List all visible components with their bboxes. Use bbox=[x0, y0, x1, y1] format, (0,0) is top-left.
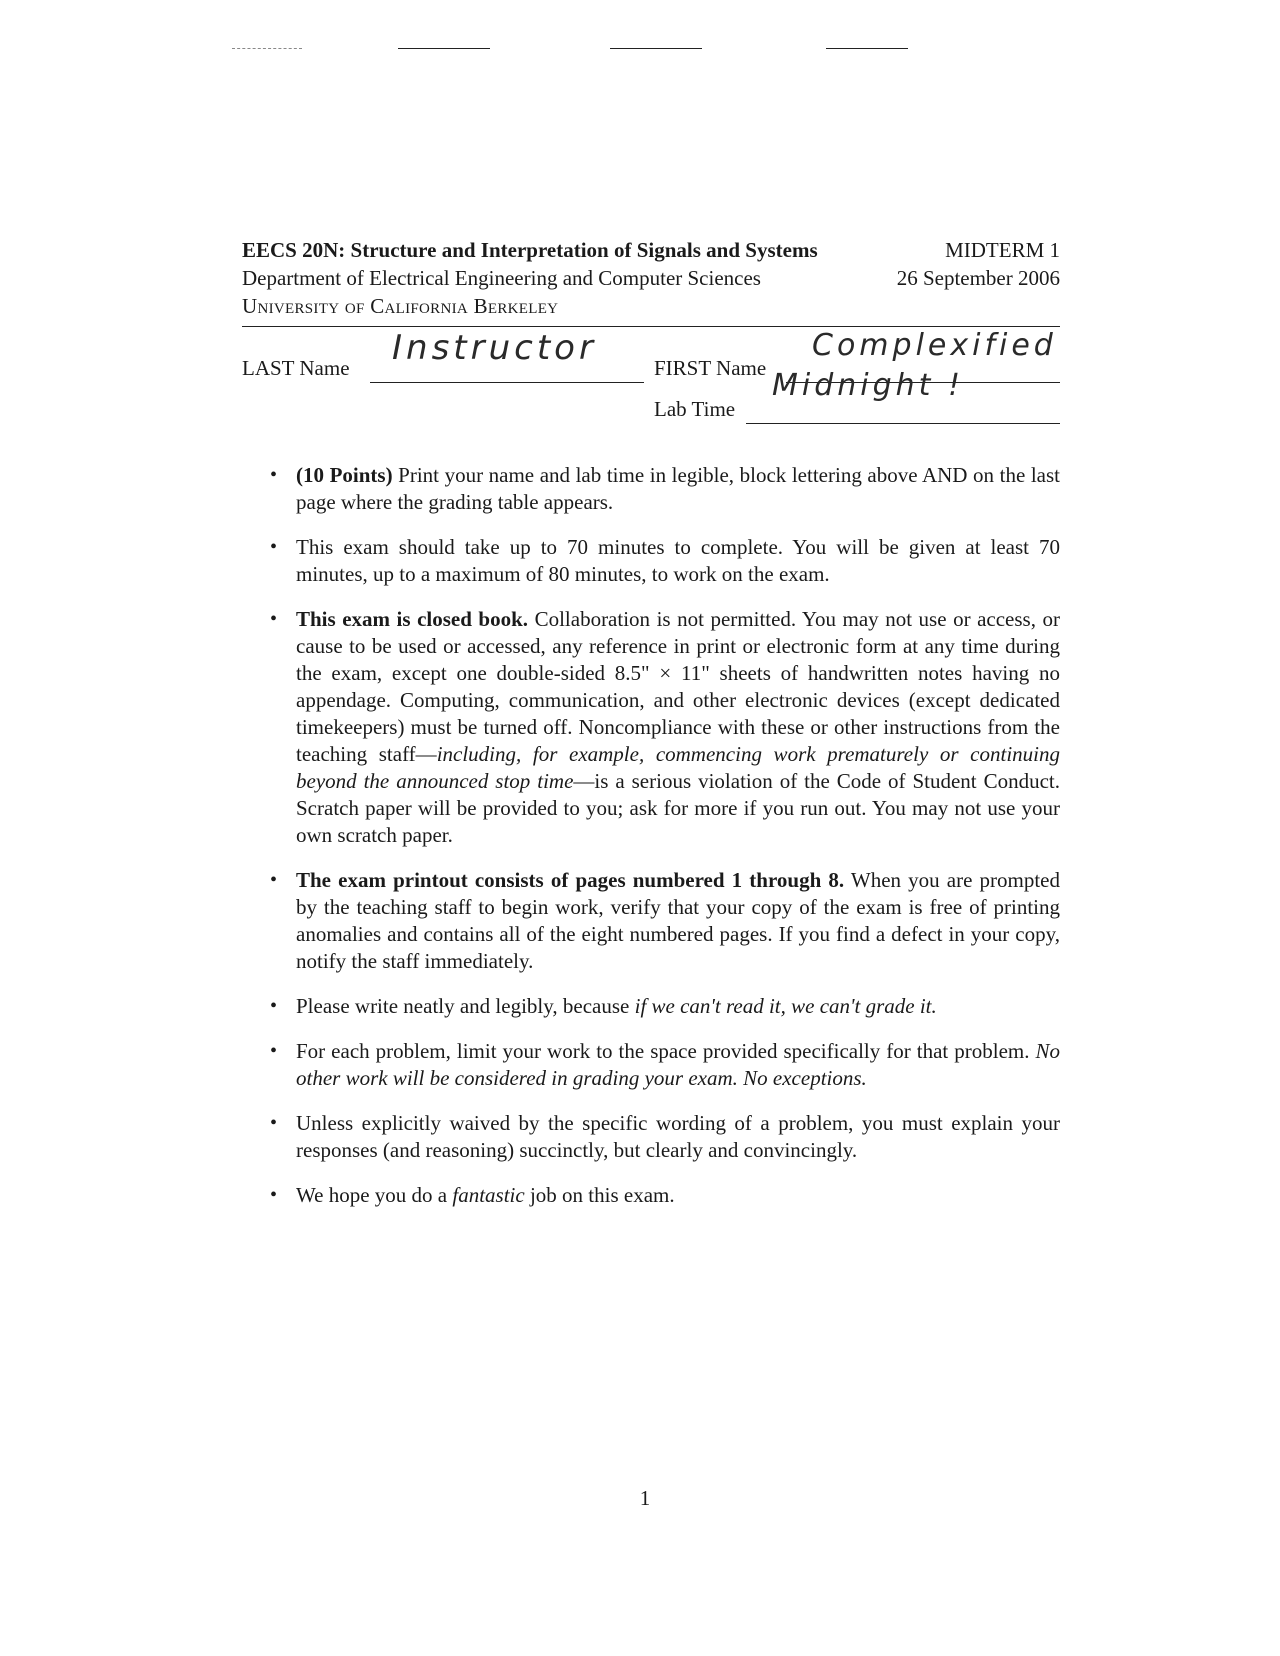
item-text: When you are prompted by the teaching staff to begin work, verify that your copy of the exam is free of printing anomalies and contains all of the eight numbered pages. If you find a defect in your copy, notify the staff immediately. bbox=[296, 868, 1060, 973]
item-italic: fantastic bbox=[452, 1183, 525, 1207]
bullet-icon: • bbox=[270, 536, 278, 558]
item-text: We hope you do a bbox=[296, 1183, 453, 1207]
item-text: —is a serious violation of the Code of Student Conduct. Scratch paper will be provided to you; ask for more if you run out. You may not use your own scratch paper. bbox=[296, 769, 1060, 847]
department: Department of Electrical Engineering and Computer Sciences bbox=[242, 266, 761, 290]
item-text: job on this exam. bbox=[524, 1183, 675, 1207]
lab-time-label: Lab Time bbox=[654, 397, 736, 421]
bullet-icon: • bbox=[270, 1112, 278, 1134]
lab-time-line bbox=[746, 423, 1060, 424]
scan-mark bbox=[826, 48, 908, 49]
scan-mark bbox=[232, 48, 302, 49]
bullet-icon: • bbox=[270, 1184, 278, 1206]
item-bold: (10 Points) bbox=[296, 463, 393, 487]
list-item bbox=[268, 1110, 1060, 1164]
item-bold: The exam printout consists of pages numbered 1 through 8. bbox=[296, 868, 845, 892]
last-name-line bbox=[370, 382, 644, 383]
name-fields bbox=[242, 330, 1060, 430]
exam-name: MIDTERM 1 bbox=[945, 238, 1060, 262]
first-name-value[interactable]: Complexified bbox=[812, 328, 1057, 363]
bullet-icon: • bbox=[270, 995, 278, 1017]
list-item bbox=[268, 534, 1060, 588]
scan-mark bbox=[610, 48, 702, 49]
bullet-icon: • bbox=[270, 869, 278, 891]
exam-date: 26 September 2006 bbox=[896, 266, 1060, 290]
item-text: Collaboration is not permitted. You may not use or access, or cause to be used or accessed, any reference in print or electronic form at any time during the exam, except one double-sided 8.5" × 11" sheets of handwritten notes having no appendage. Computing, communication, and other electronic devices (except dedicated timekeepers) must be turned off. Noncompliance with these or other instructions from the teaching staff— bbox=[296, 607, 1060, 766]
scan-mark bbox=[398, 48, 490, 49]
item-text: For each problem, limit your work to the space provided specifically for that problem. bbox=[296, 1039, 1036, 1063]
item-text: Unless explicitly waived by the specific wording of a problem, you must explain your responses (and reasoning) succinctly, but clearly and convincingly. bbox=[296, 1111, 1060, 1162]
university: University of California Berkeley bbox=[242, 294, 559, 318]
lab-time-value[interactable]: Midnight ! bbox=[772, 368, 964, 403]
header-row-2 bbox=[242, 264, 1060, 292]
bullet-icon: • bbox=[270, 608, 278, 630]
page-number: 1 bbox=[639, 1486, 651, 1510]
bullet-icon: • bbox=[270, 464, 278, 486]
last-name-value[interactable]: Instructor bbox=[392, 328, 597, 368]
list-item bbox=[268, 993, 1060, 1020]
item-italic: if we can't read it, we can't grade it. bbox=[634, 994, 937, 1018]
course-title: EECS 20N: Structure and Interpretation of Signals and Systems bbox=[242, 238, 818, 262]
instructions-list bbox=[268, 462, 1060, 1227]
header-row-3 bbox=[242, 292, 1060, 320]
list-item bbox=[268, 462, 1060, 516]
scan-top-marks bbox=[0, 48, 1280, 54]
item-italic: No other work will be considered in grading your exam. No exceptions. bbox=[296, 1039, 1060, 1090]
exam-header bbox=[242, 236, 1060, 327]
bullet-icon: • bbox=[270, 1040, 278, 1062]
first-name-label: FIRST Name bbox=[654, 356, 767, 380]
item-text: This exam should take up to 70 minutes to complete. You will be given at least 70 minutes, up to a maximum of 80 minutes, to work on the exam. bbox=[296, 535, 1060, 586]
item-italic: including, for example, commencing work prematurely or continuing beyond the announced stop time bbox=[296, 742, 1060, 793]
item-bold: This exam is closed book. bbox=[296, 607, 529, 631]
item-text: Print your name and lab time in legible, block lettering above AND on the last page where the grading table appears. bbox=[296, 463, 1061, 514]
list-item bbox=[268, 1038, 1060, 1092]
list-item bbox=[268, 867, 1060, 975]
header-rule bbox=[242, 326, 1060, 327]
header-row-1 bbox=[242, 236, 1060, 264]
list-item bbox=[268, 1182, 1060, 1209]
list-item bbox=[268, 606, 1060, 849]
item-text: Please write neatly and legibly, because bbox=[296, 994, 635, 1018]
last-name-label: LAST Name bbox=[242, 356, 350, 380]
